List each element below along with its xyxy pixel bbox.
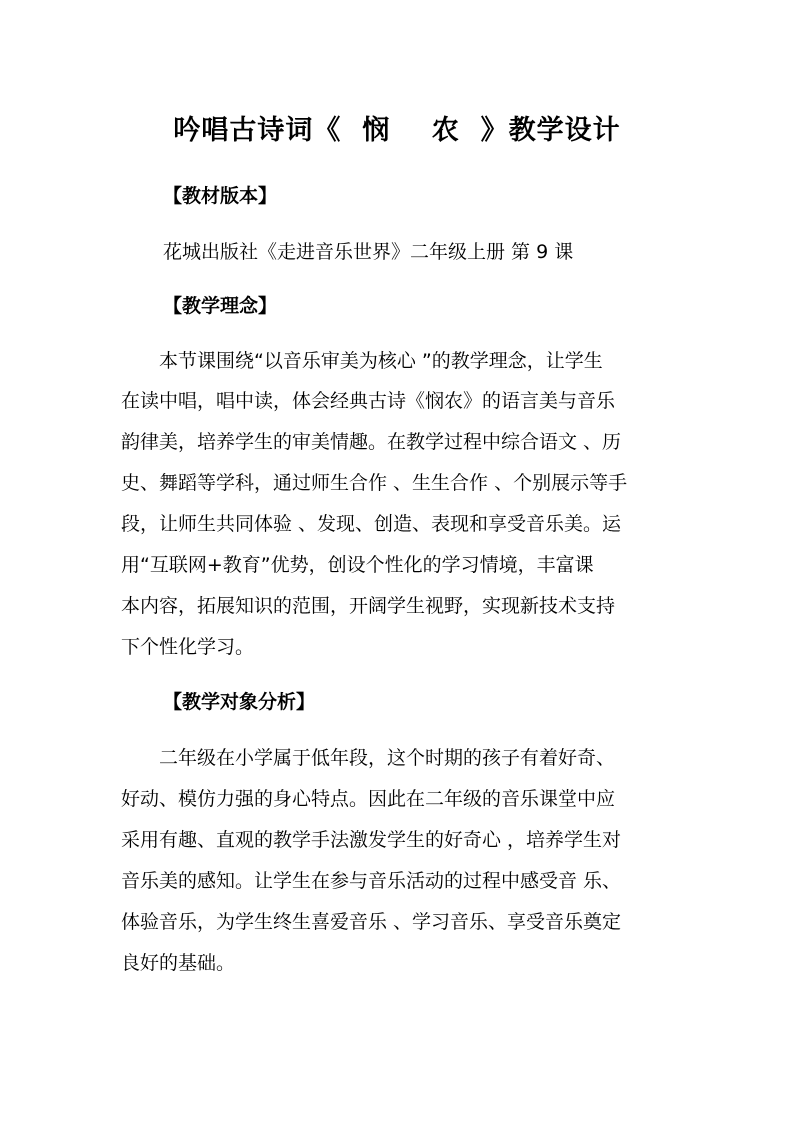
paragraph-line: 韵律美，培养学生的审美情趣。在教学过程中综合语文 、历 (121, 431, 622, 453)
section-heading-teaching-philosophy: 【教学理念】 (163, 295, 278, 317)
paragraph-line: 段，让师生共同体验 、发现、创造、表现和享受音乐美。运 (121, 513, 622, 535)
paragraph-line: 用“互联网+教育”优势，创设个性化的学习情境，丰富课 (121, 554, 594, 576)
paragraph-line: 史、舞蹈等学科，通过师生合作 、生生合作 、个别展示等手 (121, 472, 628, 494)
paragraph-line: 花城出版社《走进音乐世界》二年级上册 第 9 课 (163, 241, 574, 263)
section-heading-student-analysis: 【教学对象分析】 (163, 691, 316, 713)
paragraph-line: 在读中唱，唱中读，体会经典古诗《悯农》的语言美与音乐 (121, 390, 616, 412)
paragraph-line: 本节课围绕“以音乐审美为核心 ”的教学理念，让学生 (159, 350, 603, 372)
paragraph-line: 音乐美的感知。让学生在参与音乐活动的过程中感受音 乐、 (121, 870, 622, 892)
paragraph-line: 本内容，拓展知识的范围，开阔学生视野，实现新技术支持 (121, 595, 616, 617)
paragraph-line: 体验音乐，为学生终生喜爱音乐 、学习音乐、享受音乐奠定 (121, 911, 622, 933)
section-heading-textbook-edition: 【教材版本】 (163, 185, 278, 207)
document-title: 吟唱古诗词《 悯 农 》教学设计 (173, 115, 621, 146)
paragraph-line: 良好的基础。 (121, 952, 236, 974)
paragraph-line: 二年级在小学属于低年段，这个时期的孩子有着好奇、 (159, 747, 616, 769)
paragraph-line: 下个性化学习。 (121, 636, 255, 658)
paragraph-line: 采用有趣、直观的教学手法激发学生的好奇心 ，培养学生对 (121, 829, 622, 851)
paragraph-line: 好动、模仿力强的身心特点。因此在二年级的音乐课堂中应 (121, 788, 616, 810)
